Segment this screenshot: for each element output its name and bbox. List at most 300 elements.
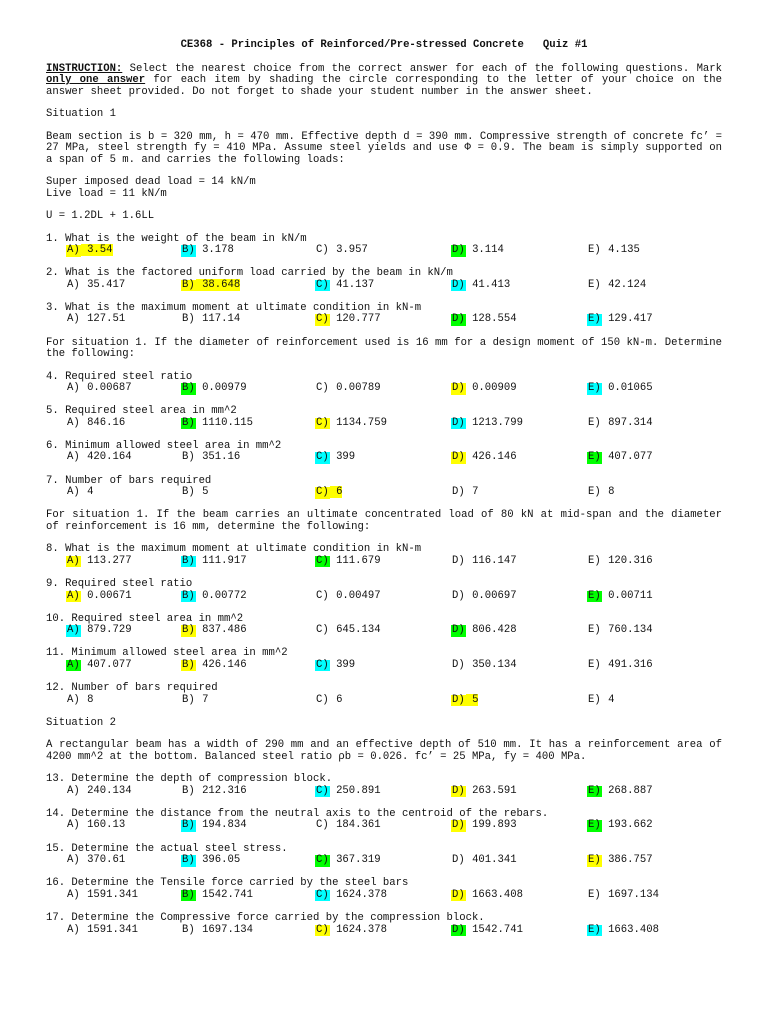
choice-value: 1624.378 [329, 888, 387, 901]
question-item [46, 303, 722, 327]
choice-row [66, 245, 722, 257]
choice-option [66, 591, 132, 603]
choice-option [181, 820, 247, 832]
choice-option [451, 625, 517, 637]
choice-option [66, 660, 132, 672]
choice-letter: E) [588, 854, 601, 867]
choice-letter: D) [452, 819, 465, 832]
choice-option [66, 487, 93, 499]
choice-option [587, 820, 653, 832]
choice-letter: E) [588, 888, 601, 901]
choice-value: 0.00979 [195, 382, 247, 395]
question-text: 16. Determine the Tensile force carried by the steel bars [46, 877, 409, 890]
question-text: 11. Minimum allowed steel area in mm^2 [46, 647, 288, 660]
choice-letter: C) [316, 486, 329, 499]
choice-letter: D) [452, 658, 465, 671]
choice-letter: C) [316, 451, 329, 464]
choice-letter: B) [182, 693, 195, 706]
choice-value: 194.834 [195, 819, 247, 832]
choice-option [315, 855, 381, 867]
choice-value: 6 [329, 486, 343, 499]
choice-value: 386.757 [601, 854, 653, 867]
choice-option [181, 890, 253, 902]
choice-letter: E) [588, 278, 601, 291]
choice-option [451, 314, 517, 326]
choice-row [66, 855, 722, 867]
choice-value: 351.16 [195, 451, 241, 464]
choice-letter: D) [452, 854, 465, 867]
choice-option [181, 786, 247, 798]
question-text: 10. Required steel area in mm^2 [46, 612, 244, 625]
choice-value: 160.13 [80, 819, 126, 832]
choice-letter: B) [182, 923, 195, 936]
choice-option [587, 890, 659, 902]
choice-value: 4.135 [601, 244, 640, 256]
question-item [46, 372, 722, 396]
choice-option [451, 280, 510, 292]
choice-option [315, 245, 368, 257]
question-group-3 [46, 544, 722, 706]
choice-option [181, 855, 240, 867]
choice-letter: D) [452, 784, 465, 797]
question-item [46, 809, 722, 833]
choice-letter: E) [588, 486, 601, 499]
choice-value: 6 [329, 693, 343, 706]
choice-value: 111.917 [195, 554, 247, 567]
question-text: 4. Required steel ratio [46, 370, 193, 383]
choice-value: 1663.408 [601, 923, 659, 936]
choice-letter: A) [67, 693, 80, 706]
choice-value: 4 [601, 693, 615, 706]
choice-option [66, 925, 138, 937]
choice-option [66, 280, 125, 292]
choice-letter: A) [67, 854, 80, 867]
choice-row [66, 280, 722, 292]
choice-value: 127.51 [80, 313, 126, 326]
choice-value: 116.147 [465, 554, 517, 567]
choice-option [587, 314, 653, 326]
choice-option [587, 591, 653, 603]
choice-letter: E) [588, 382, 601, 395]
choice-option [315, 383, 381, 395]
choice-option [315, 890, 387, 902]
choice-option [66, 820, 125, 832]
question-item [46, 268, 722, 292]
choice-option [587, 786, 653, 798]
choice-option [66, 314, 125, 326]
question-item [46, 476, 722, 500]
choice-letter: A) [67, 888, 80, 901]
choice-option [451, 452, 517, 464]
choice-value: 128.554 [465, 313, 517, 326]
choice-option [315, 925, 387, 937]
choice-value: 41.413 [465, 278, 511, 291]
question-text: 12. Number of bars required [46, 682, 218, 695]
choice-value: 407.077 [80, 658, 132, 671]
choice-value: 760.134 [601, 624, 653, 637]
instruction-emphasis: only one answer [46, 74, 146, 86]
choice-option [66, 383, 132, 395]
choice-letter: E) [588, 554, 601, 567]
choice-value: 3.957 [329, 244, 368, 256]
choice-letter: D) [452, 589, 465, 602]
choice-option [587, 855, 653, 867]
choice-letter: B) [182, 278, 195, 291]
choice-letter: C) [316, 888, 329, 901]
choice-option [181, 556, 247, 568]
choice-option [587, 625, 653, 637]
choice-option [66, 452, 132, 464]
choice-letter: C) [316, 819, 329, 832]
question-text: 7. Number of bars required [46, 474, 212, 487]
choice-value: 5 [195, 486, 209, 499]
choice-value: 1542.741 [465, 923, 523, 936]
quiz-page [46, 40, 722, 948]
choice-letter: B) [182, 888, 195, 901]
choice-letter: E) [588, 658, 601, 671]
choice-letter: B) [182, 624, 195, 637]
choice-option [66, 855, 125, 867]
choice-row [66, 556, 722, 568]
choice-option [181, 280, 240, 292]
choice-letter: D) [452, 451, 465, 464]
choice-letter: D) [452, 416, 465, 429]
question-item [46, 441, 722, 465]
choice-option [451, 660, 517, 672]
choice-option [315, 280, 374, 292]
question-item [46, 234, 722, 258]
choice-value: 1663.408 [465, 888, 523, 901]
choice-option [451, 591, 517, 603]
choice-letter: A) [67, 486, 80, 499]
choice-option [315, 786, 381, 798]
choice-letter: C) [316, 693, 329, 706]
choice-option [451, 487, 478, 499]
question-text: 17. Determine the Compressive force carried by the compression block. [46, 912, 485, 924]
question-group-1 [46, 234, 722, 327]
choice-option [315, 314, 381, 326]
choice-value: 263.591 [465, 784, 517, 797]
choice-value: 1134.759 [329, 416, 387, 429]
choice-value: 7 [195, 693, 209, 706]
question-item [46, 544, 722, 568]
choice-letter: A) [67, 313, 80, 326]
choice-letter: D) [452, 888, 465, 901]
question-item [46, 774, 722, 798]
choice-letter: A) [67, 624, 80, 637]
choice-letter: C) [316, 854, 329, 867]
choice-option [587, 695, 614, 707]
choice-value: 350.134 [465, 658, 517, 671]
choice-row [66, 820, 722, 832]
choice-letter: A) [67, 451, 80, 464]
choice-row [66, 695, 722, 707]
instruction-label: INSTRUCTION: [46, 62, 123, 75]
choice-option [315, 660, 355, 672]
choice-letter: C) [316, 244, 329, 256]
choice-option [451, 383, 517, 395]
choice-option [451, 786, 517, 798]
choice-value: 184.361 [329, 819, 381, 832]
choice-value: 8 [80, 693, 94, 706]
choice-row [66, 890, 722, 902]
choice-value: 897.314 [601, 416, 653, 429]
question-item [46, 844, 722, 868]
question-text: 5. Required steel area in mm^2 [46, 405, 237, 418]
choice-value: 212.316 [195, 784, 247, 797]
choice-letter: E) [588, 416, 601, 429]
choice-row [66, 487, 722, 499]
choice-letter: A) [67, 923, 80, 936]
choice-option [587, 245, 640, 257]
choice-letter: A) [67, 278, 80, 291]
choice-row [66, 925, 722, 937]
choice-option [66, 625, 132, 637]
question-text: 2. What is the factored uniform load carried by the beam in kN/m [46, 267, 453, 280]
choice-letter: B) [182, 382, 195, 395]
choice-letter: B) [182, 819, 195, 832]
choice-letter: B) [182, 451, 195, 464]
question-text: 13. Determine the depth of compression block. [46, 773, 333, 786]
choice-option [181, 591, 247, 603]
choice-letter: E) [588, 589, 601, 602]
choice-option [587, 383, 653, 395]
choice-letter: C) [316, 278, 329, 291]
choice-value: 113.277 [80, 554, 132, 567]
question-item [46, 579, 722, 603]
quiz-title: CE368 - Principles of Reinforced/Pre-stressed Concrete Quiz #1 [180, 39, 588, 51]
question-text: 15. Determine the actual steel stress. [46, 842, 288, 855]
choice-letter: B) [182, 486, 195, 499]
choice-value: 5 [465, 693, 479, 706]
choice-letter: A) [67, 589, 80, 602]
choice-option [181, 418, 253, 430]
choice-option [66, 786, 132, 798]
choice-value: 846.16 [80, 416, 126, 429]
choice-value: 35.417 [80, 278, 126, 291]
choice-letter: D) [452, 244, 465, 256]
choice-value: 806.428 [465, 624, 517, 637]
choice-option [451, 556, 517, 568]
choice-option [315, 556, 381, 568]
choice-letter: B) [182, 658, 195, 671]
choice-value: 240.134 [80, 784, 132, 797]
situation-1-part-3-intro: For situation 1. If the beam carries an ultimate concentrated load of 80 kN at mid-span and the diameter of reinforcement is 16 mm, determine the following: [46, 509, 722, 533]
question-text: 1. What is the weight of the beam in kN/m [46, 232, 307, 245]
choice-option [315, 591, 381, 603]
choice-option [181, 314, 240, 326]
choice-option [587, 925, 659, 937]
choice-row [66, 314, 722, 326]
choice-option [451, 695, 478, 707]
choice-letter: A) [67, 416, 80, 429]
choice-letter: D) [452, 923, 465, 936]
choice-option [315, 418, 387, 430]
choice-value: 268.887 [601, 784, 653, 797]
choice-option [315, 487, 342, 499]
load-combination: U = 1.2DL + 1.6LL [46, 210, 155, 222]
choice-letter: D) [452, 554, 465, 567]
choice-value: 1591.341 [80, 923, 138, 936]
question-item [46, 683, 722, 707]
choice-option [451, 855, 517, 867]
question-text: 3. What is the maximum moment at ultimate condition in kN-m [46, 301, 422, 314]
choice-letter: A) [67, 244, 80, 256]
choice-row [66, 786, 722, 798]
choice-value: 111.679 [329, 554, 381, 567]
choice-letter: B) [182, 554, 195, 567]
question-text: 14. Determine the distance from the neutral axis to the centroid of the rebars. [46, 807, 549, 820]
choice-letter: C) [316, 624, 329, 637]
instruction-paragraph [46, 64, 722, 99]
choice-letter: E) [588, 819, 601, 832]
choice-value: 1624.378 [329, 923, 387, 936]
choice-option [451, 820, 517, 832]
choice-letter: E) [588, 693, 601, 706]
choice-letter: A) [67, 382, 80, 395]
choice-letter: C) [316, 416, 329, 429]
choice-letter: A) [67, 784, 80, 797]
choice-option [587, 418, 653, 430]
choice-letter: E) [588, 784, 601, 797]
choice-value: 426.146 [465, 451, 517, 464]
choice-value: 0.00697 [465, 589, 517, 602]
choice-row [66, 660, 722, 672]
choice-value: 1697.134 [601, 888, 659, 901]
choice-value: 0.00711 [601, 589, 653, 602]
choice-letter: A) [67, 819, 80, 832]
choice-option [66, 556, 132, 568]
choice-value: 1697.134 [195, 923, 253, 936]
choice-value: 837.486 [195, 624, 247, 637]
choice-letter: B) [182, 416, 195, 429]
choice-row [66, 418, 722, 430]
choice-value: 1213.799 [465, 416, 523, 429]
choice-value: 367.319 [329, 854, 381, 867]
choice-letter: C) [316, 589, 329, 602]
choice-value: 250.891 [329, 784, 381, 797]
choice-option [66, 245, 113, 257]
choice-option [315, 625, 381, 637]
choice-value: 38.648 [195, 278, 241, 291]
choice-value: 120.777 [329, 313, 381, 326]
choice-value: 645.134 [329, 624, 381, 637]
choice-value: 0.00772 [195, 589, 247, 602]
choice-letter: D) [452, 486, 465, 499]
choice-row [66, 452, 722, 464]
choice-option [451, 925, 523, 937]
question-text: 8. What is the maximum moment at ultimate condition in kN-m [46, 543, 422, 556]
situation-2-description: A rectangular beam has a width of 290 mm and an effective depth of 510 mm. It has a reinforcement area of 4200 mm^2 at the bottom. Balanced steel ratio ρb = 0.026. fc’ = 25 MPa, fy = 400 MPa. [46, 739, 722, 763]
situation-1-part-2-intro: For situation 1. If the diameter of reinforcement used is 16 mm for a design moment of 150 kN-m. Determine the following: [46, 336, 722, 361]
choice-letter: C) [316, 923, 329, 936]
choice-value: 8 [601, 486, 615, 499]
choice-value: 1110.115 [195, 416, 253, 429]
choice-value: 7 [465, 486, 479, 499]
choice-option [587, 280, 646, 292]
choice-value: 3.178 [195, 244, 234, 256]
choice-letter: C) [316, 784, 329, 797]
question-item [46, 913, 722, 937]
choice-letter: B) [182, 244, 195, 256]
choice-value: 401.341 [465, 854, 517, 867]
choice-option [181, 660, 247, 672]
choice-value: 0.00671 [80, 589, 132, 602]
choice-letter: E) [588, 923, 601, 936]
choice-letter: D) [452, 693, 465, 706]
choice-value: 41.137 [329, 278, 375, 291]
choice-letter: A) [67, 554, 80, 567]
choice-letter: E) [588, 451, 601, 464]
choice-option [66, 418, 125, 430]
choice-option [587, 452, 653, 464]
choice-letter: E) [588, 313, 601, 326]
choice-value: 117.14 [195, 313, 241, 326]
situation-2-heading: Situation 2 [46, 716, 116, 729]
choice-letter: D) [452, 382, 465, 395]
choice-option [451, 890, 523, 902]
instruction-text-1: Select the nearest choice from the correct answer for each of the following questions. Mark [122, 62, 722, 75]
question-item [46, 648, 722, 672]
choice-option [181, 695, 208, 707]
live-load-line: Live load = 11 kN/m [46, 187, 167, 200]
instruction-text-2: for each item by shading the circle corresponding to the letter of your choice on the answer sheet provided. Do not forget to shade your student number in the answer sheet. [46, 74, 723, 98]
choice-letter: C) [316, 313, 329, 326]
choice-option [451, 418, 523, 430]
question-item [46, 614, 722, 638]
choice-letter: E) [588, 624, 601, 637]
choice-value: 199.893 [465, 819, 517, 832]
choice-option [66, 695, 93, 707]
choice-value: 3.54 [80, 244, 113, 256]
choice-value: 1542.741 [195, 888, 253, 901]
question-item [46, 406, 722, 430]
choice-option [181, 452, 240, 464]
choice-value: 0.00909 [465, 382, 517, 395]
choice-option [181, 383, 247, 395]
choice-letter: D) [452, 313, 465, 326]
choice-value: 1591.341 [80, 888, 138, 901]
choice-option [181, 925, 253, 937]
choice-option [315, 695, 342, 707]
question-group-4 [46, 774, 722, 936]
dead-load-line: Super imposed dead load = 14 kN/m [46, 176, 256, 188]
choice-value: 193.662 [601, 819, 653, 832]
choice-letter: B) [182, 854, 195, 867]
choice-option [315, 452, 355, 464]
question-text: 9. Required steel ratio [46, 578, 193, 590]
choice-option [587, 660, 653, 672]
choice-value: 120.316 [601, 554, 653, 567]
choice-letter: A) [67, 658, 80, 671]
choice-option [66, 890, 138, 902]
choice-value: 399 [329, 451, 356, 464]
choice-value: 420.164 [80, 451, 132, 464]
choice-row [66, 383, 722, 395]
choice-option [181, 245, 234, 257]
choice-value: 0.00497 [329, 589, 381, 602]
choice-value: 42.124 [601, 278, 647, 291]
choice-row [66, 591, 722, 603]
choice-value: 0.01065 [601, 382, 653, 395]
choice-row [66, 625, 722, 637]
choice-value: 0.00687 [80, 382, 132, 395]
choice-value: 426.146 [195, 658, 247, 671]
choice-option [451, 245, 504, 257]
choice-value: 3.114 [465, 244, 504, 256]
choice-option [181, 625, 247, 637]
choice-option [587, 556, 653, 568]
